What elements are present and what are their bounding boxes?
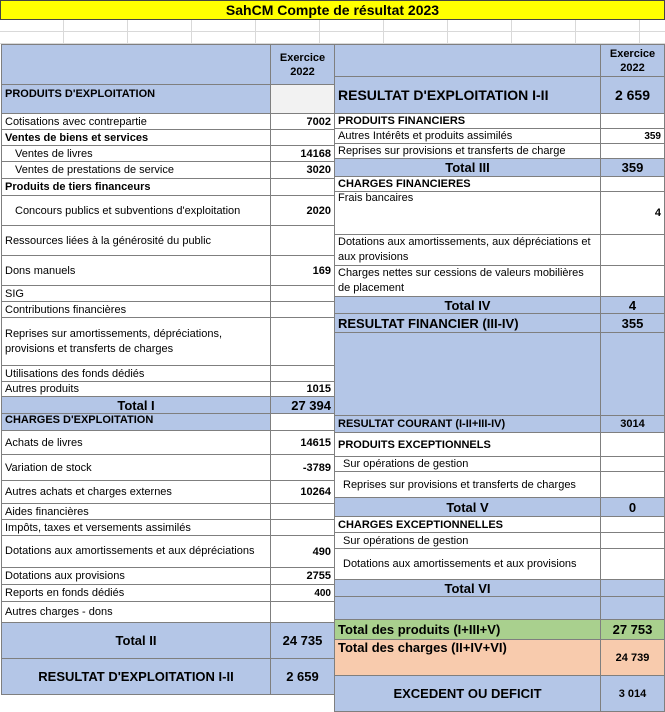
left-row-value: 3020 bbox=[271, 162, 335, 179]
produits-exceptionnels-heading-value bbox=[601, 433, 665, 457]
left-charge-label: Dotations aux amortissements et aux dépréciations bbox=[2, 536, 271, 568]
right-row-value: 4 bbox=[601, 192, 665, 235]
total-produits-label: Total des produits (I+III+V) bbox=[335, 620, 601, 640]
left-row-label: Utilisations des fonds dédiés bbox=[2, 366, 271, 382]
right-row-label: Dotations aux amortissements et aux provisions bbox=[335, 549, 601, 580]
right-blue-filler-2-value bbox=[601, 597, 665, 620]
left-charge-label: Autres charges - dons bbox=[2, 602, 271, 623]
right-blue-filler bbox=[335, 333, 601, 416]
spreadsheet-gridlines bbox=[0, 20, 665, 44]
left-year-header: Exercice 2022 bbox=[271, 45, 335, 85]
right-row-value bbox=[601, 549, 665, 580]
left-charge-label: Dotations aux provisions bbox=[2, 568, 271, 585]
total-charges-label: Total des charges (II+IV+VI) bbox=[335, 640, 601, 676]
charges-financieres-heading-value bbox=[601, 177, 665, 192]
left-charge-value: 400 bbox=[271, 585, 335, 602]
charges-exceptionnelles-heading: CHARGES EXCEPTIONNELLES bbox=[335, 517, 601, 533]
produits-exploitation-heading: PRODUITS D'EXPLOITATION bbox=[2, 85, 271, 114]
right-blue-filler-value bbox=[601, 333, 665, 416]
charges-exceptionnelles-heading-value bbox=[601, 517, 665, 533]
left-row-value: 169 bbox=[271, 256, 335, 286]
right-income-table bbox=[334, 44, 665, 712]
left-row-value: 7002 bbox=[271, 114, 335, 130]
left-row-label: Cotisations avec contrepartie bbox=[2, 114, 271, 130]
total-iv-value: 4 bbox=[601, 297, 665, 314]
resultat-financier-value: 355 bbox=[601, 314, 665, 333]
left-charge-label: Reports en fonds dédiés bbox=[2, 585, 271, 602]
right-row-label: Reprises sur provisions et transferts de charge bbox=[335, 144, 601, 159]
right-row-value bbox=[601, 472, 665, 498]
left-charge-value bbox=[271, 504, 335, 520]
right-blue-filler-2 bbox=[335, 597, 601, 620]
left-row-value bbox=[271, 318, 335, 366]
left-row-label: Ventes de prestations de service bbox=[2, 162, 271, 179]
right-row-value bbox=[601, 266, 665, 297]
left-income-table bbox=[1, 44, 335, 695]
produits-financiers-heading-value bbox=[601, 114, 665, 129]
produits-financiers-heading: PRODUITS FINANCIERS bbox=[335, 114, 601, 129]
resultat-courant-value: 3014 bbox=[601, 416, 665, 433]
left-header-blank bbox=[2, 45, 271, 85]
right-row-value bbox=[601, 457, 665, 472]
left-row-value: 2020 bbox=[271, 196, 335, 226]
total-iii-value: 359 bbox=[601, 159, 665, 177]
left-charge-value bbox=[271, 602, 335, 623]
right-row-value bbox=[601, 144, 665, 159]
total-i-value: 27 394 bbox=[271, 397, 335, 414]
right-year-header: Exercice 2022 bbox=[601, 45, 665, 77]
total-vi-label: Total VI bbox=[335, 580, 601, 597]
total-v-value: 0 bbox=[601, 498, 665, 517]
left-row-value bbox=[271, 226, 335, 256]
page-title: SahCM Compte de résultat 2023 bbox=[0, 0, 665, 20]
right-row-label: Frais bancaires bbox=[335, 192, 601, 235]
total-ii-value: 24 735 bbox=[271, 623, 335, 659]
left-row-label: SIG bbox=[2, 286, 271, 302]
left-row-label: Reprises sur amortissements, dépréciations, provisions et transferts de charges bbox=[2, 318, 271, 366]
produits-heading-value bbox=[271, 85, 335, 114]
left-charge-label: Autres achats et charges externes bbox=[2, 481, 271, 504]
resultat-exploitation-left-label: RESULTAT D'EXPLOITATION I-II bbox=[2, 659, 271, 695]
left-charge-value: 14615 bbox=[271, 431, 335, 455]
right-row-value bbox=[601, 533, 665, 549]
left-row-value bbox=[271, 302, 335, 318]
charges-financieres-heading: CHARGES FINANCIERES bbox=[335, 177, 601, 192]
total-charges-value: 24 739 bbox=[601, 640, 665, 676]
right-row-label: Reprises sur provisions et transferts de charges bbox=[335, 472, 601, 498]
left-row-label: Contributions financières bbox=[2, 302, 271, 318]
left-row-label: Autres produits bbox=[2, 382, 271, 397]
left-row-value: 1015 bbox=[271, 382, 335, 397]
left-row-value bbox=[271, 286, 335, 302]
left-charge-label: Achats de livres bbox=[2, 431, 271, 455]
produits-exceptionnels-heading: PRODUITS EXCEPTIONNELS bbox=[335, 433, 601, 457]
right-row-label: Charges nettes sur cessions de valeurs mobilières de placement bbox=[335, 266, 601, 297]
left-row-value bbox=[271, 366, 335, 382]
right-row-value: 359 bbox=[601, 129, 665, 144]
resultat-financier-label: RESULTAT FINANCIER (III-IV) bbox=[335, 314, 601, 333]
right-row-label: Dotations aux amortissements, aux dépréciations et aux provisions bbox=[335, 235, 601, 266]
left-row-label: Ventes de livres bbox=[2, 146, 271, 162]
excedent-deficit-label: EXCEDENT OU DEFICIT bbox=[335, 676, 601, 712]
right-row-value bbox=[601, 235, 665, 266]
total-iii-label: Total III bbox=[335, 159, 601, 177]
total-produits-value: 27 753 bbox=[601, 620, 665, 640]
left-charge-value bbox=[271, 520, 335, 536]
left-row-value bbox=[271, 179, 335, 196]
left-charge-value: 490 bbox=[271, 536, 335, 568]
total-ii-label: Total II bbox=[2, 623, 271, 659]
left-row-label: Concours publics et subventions d'exploitation bbox=[2, 196, 271, 226]
left-charge-value: -3789 bbox=[271, 455, 335, 481]
left-row-label: Ventes de biens et services bbox=[2, 130, 271, 146]
total-iv-label: Total IV bbox=[335, 297, 601, 314]
excedent-deficit-value: 3 014 bbox=[601, 676, 665, 712]
resultat-exploitation-left-value: 2 659 bbox=[271, 659, 335, 695]
right-row-label: Autres Intérêts et produits assimilés bbox=[335, 129, 601, 144]
total-vi-value bbox=[601, 580, 665, 597]
right-header-blank bbox=[335, 45, 601, 77]
resultat-exploitation-right-value: 2 659 bbox=[601, 77, 665, 114]
left-charge-value: 2755 bbox=[271, 568, 335, 585]
right-row-label: Sur opérations de gestion bbox=[335, 533, 601, 549]
resultat-courant-label: RESULTAT COURANT (I-II+III-IV) bbox=[335, 416, 601, 433]
resultat-exploitation-right-label: RESULTAT D'EXPLOITATION I-II bbox=[335, 77, 601, 114]
left-row-label: Dons manuels bbox=[2, 256, 271, 286]
left-row-value: 14168 bbox=[271, 146, 335, 162]
charges-heading-value bbox=[271, 414, 335, 431]
left-charge-label: Aides financières bbox=[2, 504, 271, 520]
charges-exploitation-heading: CHARGES D'EXPLOITATION bbox=[2, 414, 271, 431]
total-v-label: Total V bbox=[335, 498, 601, 517]
left-charge-label: Impôts, taxes et versements assimilés bbox=[2, 520, 271, 536]
right-row-label: Sur opérations de gestion bbox=[335, 457, 601, 472]
left-charge-value: 10264 bbox=[271, 481, 335, 504]
total-i-label: Total I bbox=[2, 397, 271, 414]
left-charge-label: Variation de stock bbox=[2, 455, 271, 481]
left-row-label: Produits de tiers financeurs bbox=[2, 179, 271, 196]
left-row-label: Ressources liées à la générosité du public bbox=[2, 226, 271, 256]
left-row-value bbox=[271, 130, 335, 146]
